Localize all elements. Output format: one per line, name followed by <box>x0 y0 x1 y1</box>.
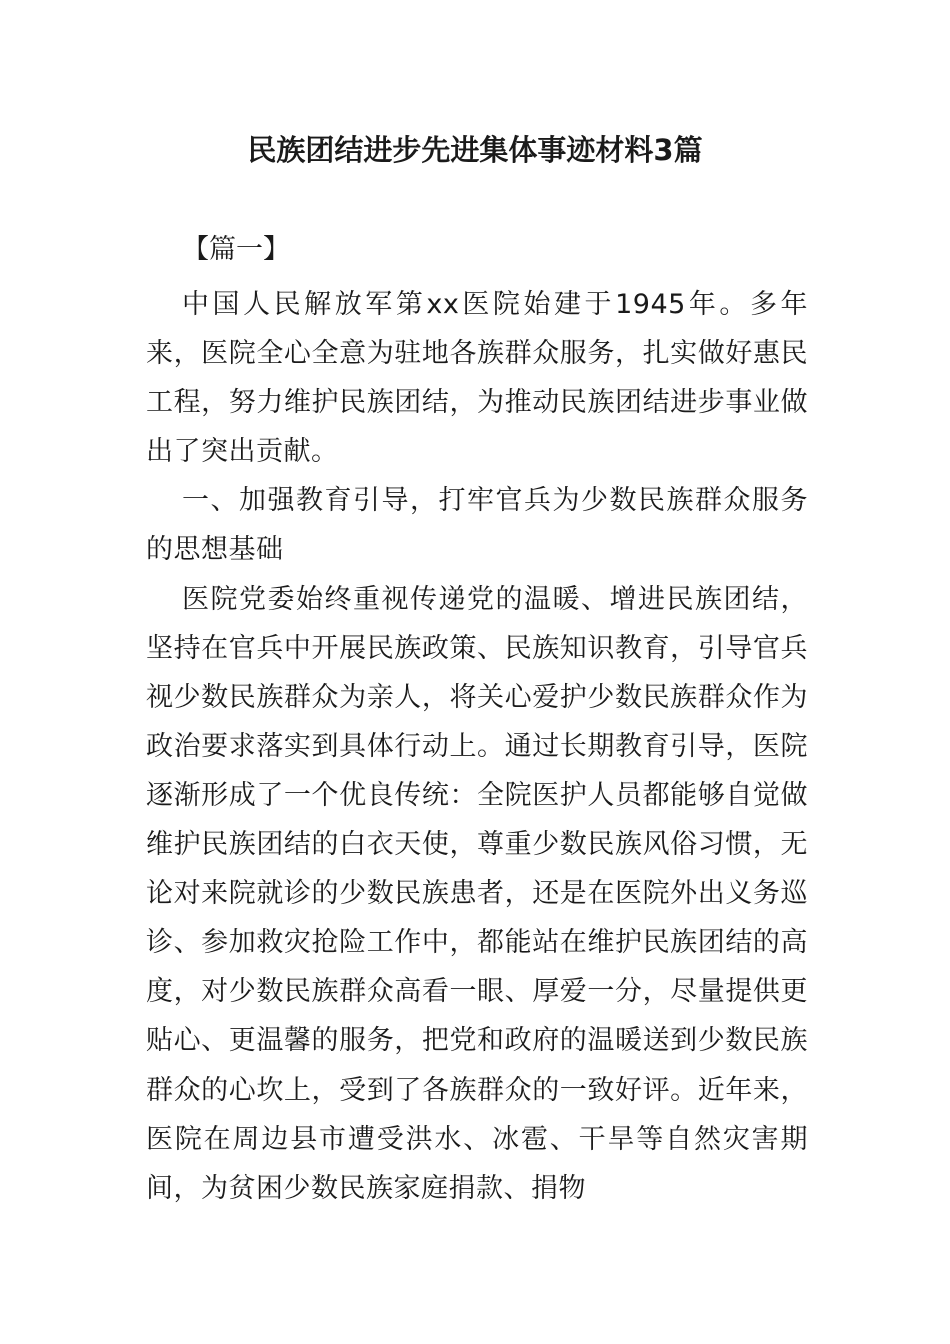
document-body <box>146 280 808 1213</box>
section-label: 【篇一】 <box>182 234 290 265</box>
paragraph-body: 医院党委始终重视传递党的温暖、增进民族团结，坚持在官兵中开展民族政策、民族知识教育，引导官兵视少数民族群众为亲人，将关心爱护少数民族群众作为政治要求落实到具体行动上。通过长期教育引导，医院逐渐形成了一个优良传统：全院医护人员都能够自觉做维护民族团结的白衣天使，尊重少数民族风俗习惯，无论对来院就诊的少数民族患者，还是在医院外出义务巡诊、参加救灾抢险工作中，都能站在维护民族团结的高度，对少数民族群众高看一眼、厚爱一分，尽量提供更贴心、更温馨的服务，把党和政府的温暖送到少数民族群众的心坎上，受到了各族群众的一致好评。近年来，医院在周边县市遭受洪水、冰雹、干旱等自然灾害期间，为贫困少数民族家庭捐款、捐物 <box>146 583 808 1204</box>
paragraph-intro: 中国人民解放军第xx医院始建于1945年。多年来，医院全心全意为驻地各族群众服务，扎实做好惠民工程，努力维护民族团结，为推动民族团结进步事业做出了突出贡献。 <box>146 289 808 468</box>
document-title: 民族团结进步先进集体事迹材料3篇 <box>247 133 703 167</box>
paragraph-heading-one: 一、加强教育引导，打牢官兵为少数民族群众服务的思想基础 <box>146 485 808 566</box>
